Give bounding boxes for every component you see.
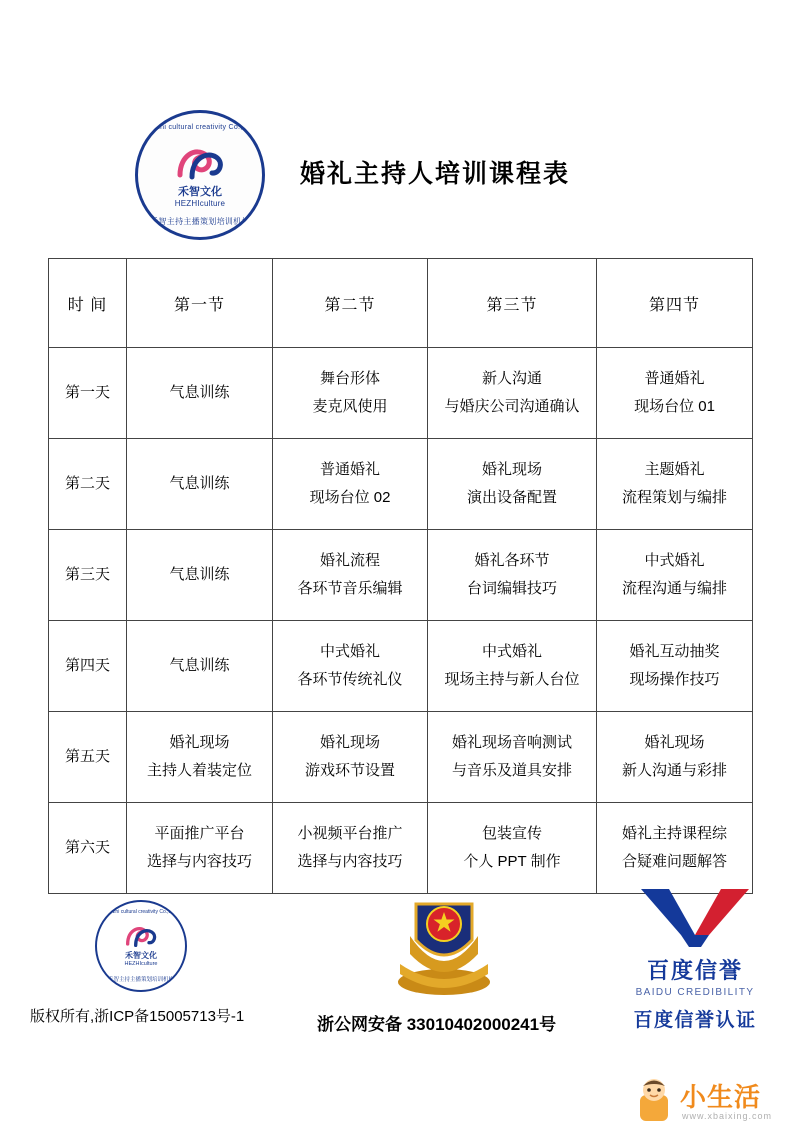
schedule-table — [48, 258, 753, 894]
cell-line: 现场台位 02 — [309, 489, 391, 506]
table-cell — [597, 530, 753, 621]
cell-line: 各环节传统礼仪 — [297, 671, 403, 688]
table-cell — [597, 712, 753, 803]
logo-ring-text-top: Hezhi cultural creativity Co.,Ltd — [146, 124, 254, 131]
cell-line: 中式婚礼 — [481, 642, 542, 660]
cell-line: 普通婚礼 — [644, 369, 705, 387]
police-emblem-icon — [390, 890, 498, 998]
cell-line: 现场操作技巧 — [629, 671, 720, 688]
cell-line: 婚礼流程 — [319, 551, 380, 569]
cell-line: 合疑难问题解答 — [621, 853, 727, 870]
table-row — [49, 348, 753, 439]
cell-line: 婚礼主持课程综 — [621, 824, 727, 842]
table-cell — [428, 712, 597, 803]
cell-line: 中式婚礼 — [319, 642, 380, 660]
footer-logo-ring-text-bottom: 禾智主持主播策划培训机构 — [107, 977, 174, 983]
cell-line: 婚礼现场 — [319, 733, 380, 751]
table-header-row — [49, 259, 753, 348]
logo-brand-en: HEZHIculture — [174, 199, 226, 208]
cell-line: 婚礼现场 — [481, 460, 542, 478]
cell-line: 个人 PPT 制作 — [463, 853, 561, 870]
table-cell — [428, 621, 597, 712]
row-day-label: 第六天 — [49, 803, 127, 894]
cell-line: 演出设备配置 — [466, 489, 557, 506]
cell-line: 流程沟通与编排 — [621, 580, 727, 597]
cell-line: 选择与内容技巧 — [146, 853, 252, 870]
cell-line: 台词编辑技巧 — [466, 580, 557, 597]
cell-line: 气息训练 — [169, 565, 230, 583]
table-cell — [597, 348, 753, 439]
watermark-url: www.xbaixing.com — [682, 1111, 773, 1121]
footer-logo-brand-en: HEZHIculture — [124, 961, 158, 967]
row-day-label: 第四天 — [49, 621, 127, 712]
cell-line: 麦克风使用 — [312, 398, 388, 415]
cell-line: 各环节音乐编辑 — [297, 580, 403, 597]
table-row — [49, 712, 753, 803]
schedule-table-container — [48, 258, 752, 894]
table-cell — [428, 530, 597, 621]
table-cell — [273, 530, 428, 621]
table-cell — [428, 348, 597, 439]
table-cell — [127, 712, 273, 803]
table-cell — [428, 439, 597, 530]
page-title: 婚礼主持人培训课程表 — [300, 160, 571, 188]
column-header-session-2: 第二节 — [273, 259, 428, 348]
table-cell — [127, 530, 273, 621]
logo-brand-cn: 禾智文化 — [178, 186, 222, 198]
logo-ring-text-bottom: 禾智主持主播策划培训机构 — [150, 217, 250, 226]
row-day-label: 第三天 — [49, 530, 127, 621]
document-header — [0, 100, 800, 230]
cell-line: 现场主持与新人台位 — [444, 671, 580, 688]
site-watermark — [632, 1073, 782, 1131]
baidu-certified-label: 百度信誉认证 — [633, 1010, 757, 1031]
cell-line: 婚礼各环节 — [474, 551, 550, 569]
baidu-v-mark-icon — [635, 885, 755, 947]
cell-line: 婚礼现场 — [644, 733, 705, 751]
table-cell — [127, 439, 273, 530]
footer-logo-brand-cn: 禾智文化 — [125, 951, 157, 960]
cell-line: 中式婚礼 — [644, 551, 705, 569]
table-cell — [273, 621, 428, 712]
watermark-mascot-icon — [632, 1077, 676, 1125]
cell-line: 普通婚礼 — [319, 460, 380, 478]
cell-line: 流程策划与编排 — [621, 489, 727, 506]
cell-line: 包装宣传 — [481, 824, 542, 842]
cell-line: 主持人着装定位 — [146, 762, 252, 779]
table-cell — [127, 621, 273, 712]
cell-line: 气息训练 — [169, 474, 230, 492]
column-header-session-3: 第三节 — [428, 259, 597, 348]
table-cell — [597, 439, 753, 530]
cell-line: 婚礼现场 — [169, 733, 230, 751]
footer-logo-swoosh-icon — [125, 924, 161, 948]
cell-line: 主题婚礼 — [644, 460, 705, 478]
column-header-time: 时 间 — [49, 259, 127, 348]
baidu-name-cn: 百度信誉 — [646, 958, 743, 983]
cell-line: 新人沟通 — [481, 369, 542, 387]
baidu-name-en: BAIDU CREDIBILITY — [635, 987, 755, 998]
cell-line: 游戏环节设置 — [304, 762, 395, 779]
table-cell — [273, 712, 428, 803]
footer-company-logo — [95, 900, 187, 992]
table-cell — [597, 621, 753, 712]
row-day-label: 第一天 — [49, 348, 127, 439]
cell-line: 平面推广平台 — [154, 824, 245, 842]
gov-record-text: 浙公网安备 33010402000241号 — [317, 1015, 557, 1034]
logo-swoosh-icon — [176, 145, 230, 181]
table-row — [49, 530, 753, 621]
row-day-label: 第二天 — [49, 439, 127, 530]
cell-line: 现场台位 01 — [634, 398, 715, 415]
table-cell — [273, 439, 428, 530]
cell-line: 舞台形体 — [319, 369, 380, 387]
table-row — [49, 439, 753, 530]
copyright-text: 版权所有,浙ICP备15005713号-1 — [30, 1008, 245, 1025]
watermark-text: 小生活 — [680, 1082, 762, 1112]
cell-line: 气息训练 — [169, 656, 230, 674]
column-header-session-4: 第四节 — [597, 259, 753, 348]
cell-line: 选择与内容技巧 — [297, 853, 403, 870]
cell-line: 与音乐及道具安排 — [451, 762, 572, 779]
table-row — [49, 621, 753, 712]
cell-line: 婚礼现场音响测试 — [451, 733, 572, 751]
table-cell — [127, 348, 273, 439]
column-header-session-1: 第一节 — [127, 259, 273, 348]
cell-line: 新人沟通与彩排 — [621, 762, 727, 779]
row-day-label: 第五天 — [49, 712, 127, 803]
company-logo — [135, 110, 265, 240]
table-cell — [273, 348, 428, 439]
footer-logo-ring-text-top: Hezhi cultural creativity Co.,Ltd — [106, 909, 176, 915]
cell-line: 婚礼互动抽奖 — [629, 642, 720, 660]
cell-line: 气息训练 — [169, 383, 230, 401]
document-footer — [0, 880, 800, 1070]
baidu-credibility-badge — [600, 885, 790, 1032]
cell-line: 小视频平台推广 — [297, 824, 403, 842]
cell-line: 与婚庆公司沟通确认 — [444, 398, 580, 415]
